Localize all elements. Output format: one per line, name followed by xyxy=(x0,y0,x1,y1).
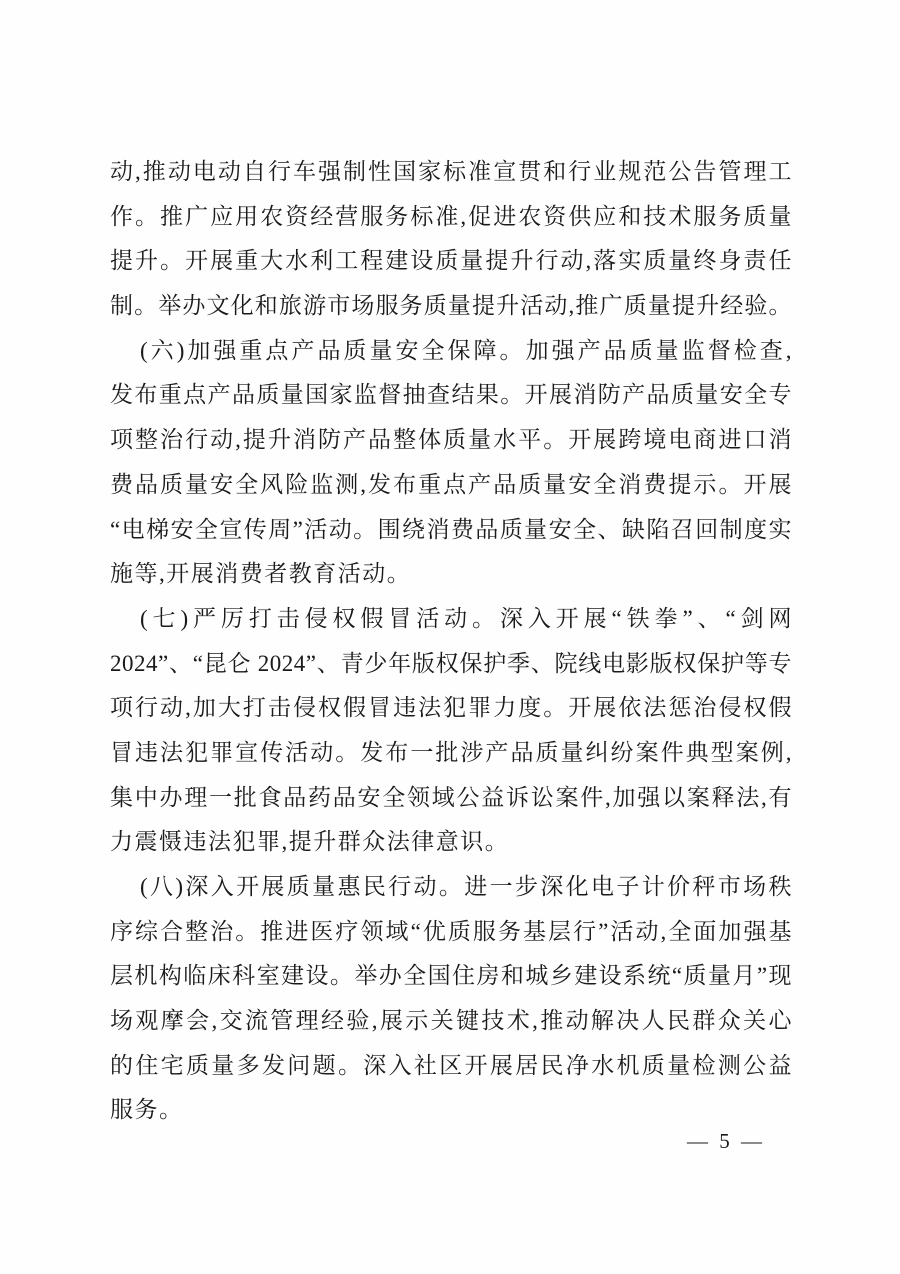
text-line: 提升。开展重大水利工程建设质量提升行动,落实质量终身责任 xyxy=(110,248,792,274)
text-line: 制。举办文化和旅游市场服务质量提升活动,推广质量提升经验。 xyxy=(110,293,792,319)
document-body xyxy=(110,150,792,1133)
text-line: 的住宅质量多发问题。深入社区开展居民净水机质量检测公益 xyxy=(110,1052,792,1078)
page-number: — 5 — xyxy=(687,1129,765,1153)
text-line: 场观摩会,交流管理经验,展示关键技术,推动解决人民群众关心 xyxy=(110,1008,792,1034)
text-line: 序综合整治。推进医疗领域“优质服务基层行”活动,全面加强基 xyxy=(110,918,792,944)
text-line: “电梯安全宣传周”活动。围绕消费品质量安全、缺陷召回制度实 xyxy=(110,516,792,542)
text-line: 力震慑违法犯罪,提升群众法律意识。 xyxy=(110,829,510,855)
text-line: 作。推广应用农资经营服务标准,促进农资供应和技术服务质量 xyxy=(110,203,792,229)
text-line: (八)深入开展质量惠民行动。进一步深化电子计价秤市场秩 xyxy=(140,874,792,899)
text-line: 层机构临床科室建设。举办全国住房和城乡建设系统“质量月”现 xyxy=(110,963,792,989)
text-line: (六)加强重点产品质量安全保障。加强产品质量监督检查, xyxy=(140,337,792,363)
text-line: 施等,开展消费者教育活动。 xyxy=(110,561,412,587)
text-line: 项整治行动,提升消防产品整体质量水平。开展跨境电商进口消 xyxy=(110,427,792,453)
text-line: 集中办理一批食品药品安全领域公益诉讼案件,加强以案释法,有 xyxy=(110,784,792,810)
text-line: 项行动,加大打击侵权假冒违法犯罪力度。开展依法惩治侵权假 xyxy=(110,695,792,721)
text-line: 2024”、“昆仑 2024”、青少年版权保护季、院线电影版权保护等专 xyxy=(110,650,792,676)
paragraph xyxy=(110,865,792,1133)
text-line: 动,推动电动自行车强制性国家标准宣贯和行业规范公告管理工 xyxy=(110,159,792,184)
paragraph xyxy=(110,597,792,865)
text-line: 服务。 xyxy=(110,1097,184,1123)
paragraph xyxy=(110,150,792,329)
text-line: 发布重点产品质量国家监督抽查结果。开展消防产品质量安全专 xyxy=(110,382,792,408)
text-line: 费品质量安全风险监测,发布重点产品质量安全消费提示。开展 xyxy=(110,471,792,497)
paragraph xyxy=(110,329,792,597)
text-line: 冒违法犯罪宣传活动。发布一批涉产品质量纠纷案件典型案例, xyxy=(110,739,792,765)
text-line: (七)严厉打击侵权假冒活动。深入开展“铁拳”、“剑网 xyxy=(140,605,792,631)
